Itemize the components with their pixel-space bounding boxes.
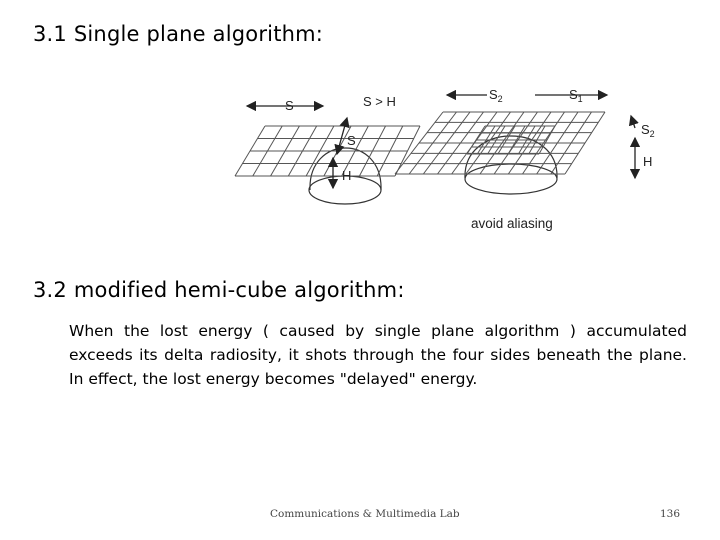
label-s-side: S xyxy=(347,133,356,148)
label-s2-top: $S_2$ xyxy=(489,87,503,104)
label-s-top: S xyxy=(285,98,294,113)
footer-lab-name: Communications & Multimedia Lab xyxy=(270,508,460,520)
right-panel xyxy=(395,87,655,231)
label-h-left: H xyxy=(342,168,352,183)
page-number: 136 xyxy=(660,508,681,520)
section-heading-single-plane: 3.1 Single plane algorithm: xyxy=(33,22,324,46)
sampling-plane-grid-left xyxy=(235,126,420,176)
left-panel xyxy=(235,94,420,204)
label-condition: S > H xyxy=(363,94,396,109)
label-s1-top: $S_1$ xyxy=(569,87,583,104)
label-h-right: H xyxy=(643,154,653,169)
single-plane-figure xyxy=(235,82,655,234)
description-paragraph: When the lost energy ( caused by single plane algorithm ) accumulated exceeds its delta radiosity, it shots through the four sides beneath the plane. In effect, the lost energy becomes "delayed" energy. xyxy=(69,322,687,388)
caption-avoid-aliasing: avoid aliasing xyxy=(471,216,553,231)
s2-side-arrow xyxy=(631,116,635,128)
label-s2-side: $S_2$ xyxy=(641,122,655,139)
section-heading-modified-hemi-cube: 3.2 modified hemi-cube algorithm: xyxy=(33,278,405,302)
